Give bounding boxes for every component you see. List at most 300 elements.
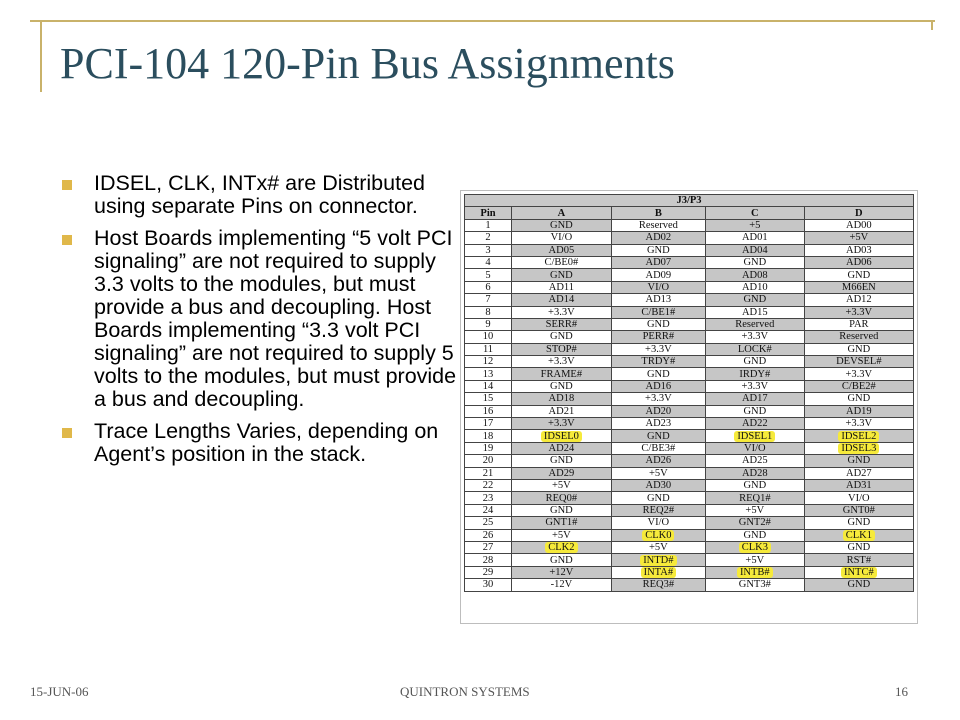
cell-text: 21 bbox=[482, 467, 494, 479]
table-row bbox=[465, 256, 914, 268]
table-caption: J3/P3 bbox=[465, 195, 914, 207]
cell-text: PAR bbox=[849, 319, 869, 331]
table-row bbox=[465, 281, 914, 293]
signal-cell bbox=[611, 331, 705, 343]
table-header-row bbox=[465, 207, 914, 219]
cell-text: +3.3V bbox=[645, 393, 672, 405]
table-row bbox=[465, 418, 914, 430]
signal-cell bbox=[804, 467, 913, 479]
signal-cell bbox=[705, 232, 804, 244]
cell-text: GND bbox=[743, 294, 767, 306]
signal-cell bbox=[705, 517, 804, 529]
signal-cell bbox=[804, 331, 913, 343]
frame-left-line bbox=[40, 20, 42, 92]
slide-title: PCI-104 120-Pin Bus Assignments bbox=[60, 39, 675, 88]
table-row bbox=[465, 269, 914, 281]
signal-cell bbox=[512, 418, 612, 430]
signal-cell bbox=[705, 541, 804, 553]
cell-text: +5V bbox=[648, 542, 668, 554]
cell-text: AD03 bbox=[846, 244, 872, 256]
signal-cell bbox=[804, 318, 913, 330]
pin-number-cell bbox=[465, 479, 512, 491]
cell-text: 7 bbox=[485, 294, 491, 306]
footer-page-number: 16 bbox=[895, 684, 908, 699]
table-row bbox=[465, 306, 914, 318]
cell-text: 24 bbox=[482, 504, 494, 516]
cell-text: C/BE0# bbox=[544, 257, 579, 269]
signal-cell bbox=[705, 269, 804, 281]
cell-text: 3 bbox=[485, 244, 491, 256]
cell-text: GND bbox=[847, 542, 871, 554]
signal-cell bbox=[804, 368, 913, 380]
cell-text: FRAME# bbox=[540, 368, 583, 380]
highlighted-signal: CLK2 bbox=[545, 542, 577, 553]
signal-cell bbox=[804, 244, 913, 256]
table-row bbox=[465, 219, 914, 231]
cell-text: TRDY# bbox=[641, 356, 676, 368]
signal-cell bbox=[705, 331, 804, 343]
signal-cell bbox=[611, 541, 705, 553]
cell-text: 13 bbox=[482, 368, 494, 380]
cell-text: AD25 bbox=[741, 455, 768, 467]
cell-text: GNT0# bbox=[842, 504, 875, 516]
signal-cell bbox=[705, 405, 804, 417]
column-header: Pin bbox=[465, 207, 512, 219]
signal-cell bbox=[804, 405, 913, 417]
signal-cell bbox=[804, 529, 913, 541]
signal-cell bbox=[804, 455, 913, 467]
cell-text: GND bbox=[550, 331, 573, 343]
cell-text: +3.3V bbox=[548, 306, 575, 318]
pin-number-cell bbox=[465, 554, 512, 566]
cell-text: VI/O bbox=[550, 232, 573, 244]
cell-text: 8 bbox=[485, 306, 491, 318]
table-row bbox=[465, 232, 914, 244]
pin-number-cell bbox=[465, 442, 512, 454]
cell-text: +3.3V bbox=[741, 381, 769, 393]
pin-number-cell bbox=[465, 393, 512, 405]
footer-company: QUINTRON SYSTEMS bbox=[400, 684, 530, 699]
table-row bbox=[465, 343, 914, 355]
cell-text: Reserved bbox=[735, 319, 775, 331]
cell-text: GND bbox=[646, 319, 670, 331]
table-row bbox=[465, 504, 914, 516]
table-row bbox=[465, 529, 914, 541]
signal-cell bbox=[512, 306, 612, 318]
cell-text: +3.3V bbox=[645, 343, 672, 355]
signal-cell bbox=[804, 504, 913, 516]
cell-text: GND bbox=[646, 430, 670, 442]
signal-cell bbox=[705, 430, 804, 442]
cell-text: REQ2# bbox=[642, 504, 675, 516]
signal-cell bbox=[705, 504, 804, 516]
highlighted-signal: INTD# bbox=[640, 555, 676, 566]
cell-text: GND bbox=[550, 455, 573, 467]
cell-text: VI/O bbox=[647, 517, 670, 529]
cell-text: +3.3V bbox=[548, 356, 575, 368]
cell-text: AD22 bbox=[741, 418, 768, 430]
cell-text: 30 bbox=[482, 579, 494, 591]
cell-text: 19 bbox=[482, 443, 494, 454]
highlighted-signal: CLK3 bbox=[739, 542, 771, 553]
signal-cell bbox=[804, 219, 913, 231]
cell-text: AD31 bbox=[846, 480, 872, 492]
cell-text: +3.3V bbox=[548, 418, 575, 430]
signal-cell bbox=[705, 566, 804, 578]
signal-cell bbox=[611, 504, 705, 516]
cell-text: +5V bbox=[551, 480, 571, 492]
table-row bbox=[465, 318, 914, 330]
signal-cell bbox=[804, 442, 913, 454]
signal-cell bbox=[804, 281, 913, 293]
cell-text: REQ3# bbox=[642, 579, 675, 591]
table-row bbox=[465, 566, 914, 578]
cell-text: LOCK# bbox=[737, 343, 772, 355]
cell-text: AD04 bbox=[741, 244, 768, 256]
bullet-text: Trace Lengths Varies, depending on Agent’s position in the stack. bbox=[94, 419, 439, 466]
pin-number-cell bbox=[465, 579, 512, 591]
cell-text: M66EN bbox=[841, 281, 876, 293]
cell-text: GND bbox=[847, 393, 871, 405]
signal-cell bbox=[611, 318, 705, 330]
cell-text: GND bbox=[743, 529, 767, 541]
signal-cell bbox=[611, 256, 705, 268]
cell-text: C/BE3# bbox=[641, 443, 676, 454]
cell-text: 5 bbox=[485, 269, 491, 281]
signal-cell bbox=[804, 492, 913, 504]
cell-text: GND bbox=[550, 554, 573, 566]
signal-cell bbox=[611, 380, 705, 392]
cell-text: GND bbox=[847, 455, 871, 467]
highlighted-signal: INTC# bbox=[841, 567, 877, 578]
signal-cell bbox=[512, 541, 612, 553]
signal-cell bbox=[611, 294, 705, 306]
signal-cell bbox=[705, 356, 804, 368]
signal-cell bbox=[611, 306, 705, 318]
signal-cell bbox=[512, 343, 612, 355]
cell-text: REQ0# bbox=[545, 492, 578, 504]
frame-top-line bbox=[30, 20, 935, 22]
pin-number-cell bbox=[465, 405, 512, 417]
column-header: D bbox=[804, 207, 913, 219]
cell-text: GND bbox=[743, 405, 767, 417]
signal-cell bbox=[512, 244, 612, 256]
highlighted-signal: CLK0 bbox=[642, 530, 674, 541]
pin-number-cell bbox=[465, 541, 512, 553]
pin-number-cell bbox=[465, 269, 512, 281]
signal-cell bbox=[705, 529, 804, 541]
cell-text: 4 bbox=[485, 257, 491, 269]
cell-text: 25 bbox=[482, 517, 494, 529]
signal-cell bbox=[611, 467, 705, 479]
signal-cell bbox=[705, 418, 804, 430]
signal-cell bbox=[705, 442, 804, 454]
table-row bbox=[465, 554, 914, 566]
cell-text: 16 bbox=[482, 405, 494, 417]
signal-cell bbox=[512, 393, 612, 405]
footer-date: 15-JUN-06 bbox=[30, 684, 89, 699]
cell-text: GNT3# bbox=[738, 579, 771, 591]
bullet-item bbox=[62, 420, 462, 466]
cell-text: AD24 bbox=[548, 443, 575, 454]
signal-cell bbox=[512, 368, 612, 380]
cell-text: AD26 bbox=[645, 455, 672, 467]
signal-cell bbox=[804, 232, 913, 244]
pin-number-cell bbox=[465, 504, 512, 516]
column-header: C bbox=[705, 207, 804, 219]
table-row bbox=[465, 430, 914, 442]
pin-number-cell bbox=[465, 256, 512, 268]
bullet-item bbox=[62, 227, 462, 411]
cell-text: +5V bbox=[551, 529, 571, 541]
signal-cell bbox=[705, 393, 804, 405]
highlighted-signal: INTA# bbox=[641, 567, 677, 578]
signal-cell bbox=[705, 579, 804, 591]
signal-cell bbox=[804, 393, 913, 405]
cell-text: C/BE1# bbox=[641, 306, 676, 318]
table-row bbox=[465, 356, 914, 368]
cell-text: 6 bbox=[485, 281, 491, 293]
table-body bbox=[465, 219, 914, 591]
table-row bbox=[465, 455, 914, 467]
signal-cell bbox=[611, 232, 705, 244]
table-row bbox=[465, 244, 914, 256]
cell-text: +5V bbox=[745, 554, 765, 566]
cell-text: GND bbox=[646, 368, 670, 380]
frame-right-tick bbox=[931, 20, 933, 30]
cell-text: +3.3V bbox=[845, 418, 873, 430]
cell-text: 2 bbox=[485, 232, 491, 244]
signal-cell bbox=[512, 318, 612, 330]
pin-number-cell bbox=[465, 281, 512, 293]
signal-cell bbox=[611, 343, 705, 355]
bullet-marker-icon bbox=[62, 180, 72, 190]
cell-text: 11 bbox=[482, 343, 494, 355]
cell-text: AD02 bbox=[645, 232, 672, 244]
signal-cell bbox=[804, 579, 913, 591]
cell-text: +5V bbox=[849, 232, 869, 244]
pin-number-cell bbox=[465, 331, 512, 343]
signal-cell bbox=[611, 269, 705, 281]
table-row bbox=[465, 517, 914, 529]
cell-text: GND bbox=[847, 343, 871, 355]
pin-number-cell bbox=[465, 318, 512, 330]
cell-text: -12V bbox=[550, 579, 573, 591]
cell-text: AD28 bbox=[741, 467, 768, 479]
pin-number-cell bbox=[465, 356, 512, 368]
signal-cell bbox=[804, 294, 913, 306]
bullet-text: Host Boards implementing “5 volt PCI signaling” are not required to supply 3.3 volts to the modules, but must provide a bus and decoupling. Host Boards implementing “3.3 volt PCI signaling” are not required to supply 5 volts to the modules, but must provide a bus and decoupling. bbox=[94, 226, 457, 411]
signal-cell bbox=[804, 380, 913, 392]
bullet-marker-icon bbox=[62, 428, 72, 438]
signal-cell bbox=[705, 368, 804, 380]
table-row bbox=[465, 380, 914, 392]
signal-cell bbox=[512, 331, 612, 343]
cell-text: +5 bbox=[749, 219, 761, 231]
cell-text: IRDY# bbox=[739, 368, 771, 380]
pin-number-cell bbox=[465, 219, 512, 231]
cell-text: GNT1# bbox=[545, 517, 578, 529]
signal-cell bbox=[512, 517, 612, 529]
table-row bbox=[465, 393, 914, 405]
highlighted-signal: IDSEL3 bbox=[838, 443, 879, 454]
signal-cell bbox=[611, 492, 705, 504]
cell-text: AD27 bbox=[846, 467, 872, 479]
signal-cell bbox=[611, 368, 705, 380]
cell-text: GND bbox=[550, 504, 573, 516]
signal-cell bbox=[611, 244, 705, 256]
table-row bbox=[465, 467, 914, 479]
cell-text: 23 bbox=[482, 492, 494, 504]
signal-cell bbox=[705, 294, 804, 306]
signal-cell bbox=[705, 256, 804, 268]
cell-text: SERR# bbox=[545, 319, 578, 331]
signal-cell bbox=[611, 405, 705, 417]
signal-cell bbox=[512, 281, 612, 293]
signal-cell bbox=[611, 479, 705, 491]
cell-text: 27 bbox=[482, 542, 494, 554]
signal-cell bbox=[512, 294, 612, 306]
signal-cell bbox=[512, 430, 612, 442]
cell-text: 18 bbox=[482, 430, 494, 442]
signal-cell bbox=[705, 306, 804, 318]
cell-text: DEVSEL# bbox=[836, 356, 882, 368]
cell-text: AD17 bbox=[741, 393, 768, 405]
cell-text: GND bbox=[847, 517, 871, 529]
cell-text: GND bbox=[550, 219, 573, 231]
signal-cell bbox=[611, 219, 705, 231]
table-row bbox=[465, 442, 914, 454]
cell-text: AD29 bbox=[548, 467, 575, 479]
signal-cell bbox=[512, 579, 612, 591]
highlighted-signal: IDSEL2 bbox=[838, 431, 879, 442]
signal-cell bbox=[611, 517, 705, 529]
table-row bbox=[465, 479, 914, 491]
signal-cell bbox=[512, 269, 612, 281]
cell-text: AD15 bbox=[741, 306, 768, 318]
cell-text: AD00 bbox=[846, 219, 872, 231]
bullet-list bbox=[62, 172, 462, 475]
signal-cell bbox=[804, 343, 913, 355]
signal-cell bbox=[512, 566, 612, 578]
signal-cell bbox=[611, 430, 705, 442]
signal-cell bbox=[705, 244, 804, 256]
cell-text: AD23 bbox=[645, 418, 672, 430]
signal-cell bbox=[611, 579, 705, 591]
cell-text: GND bbox=[847, 579, 871, 591]
cell-text: AD19 bbox=[846, 405, 872, 417]
cell-text: AD18 bbox=[548, 393, 575, 405]
signal-cell bbox=[705, 318, 804, 330]
cell-text: REQ1# bbox=[739, 492, 771, 504]
column-header: B bbox=[611, 207, 705, 219]
cell-text: AD05 bbox=[548, 244, 575, 256]
cell-text: STOP# bbox=[546, 343, 577, 355]
cell-text: GND bbox=[743, 257, 767, 269]
bullet-text: IDSEL, CLK, INTx# are Distributed using separate Pins on connector. bbox=[94, 171, 425, 218]
cell-text: Reserved bbox=[638, 219, 678, 231]
cell-text: GND bbox=[550, 269, 573, 281]
cell-text: 17 bbox=[482, 418, 494, 430]
signal-cell bbox=[705, 219, 804, 231]
highlighted-signal: IDSEL1 bbox=[734, 431, 775, 442]
signal-cell bbox=[512, 256, 612, 268]
pin-number-cell bbox=[465, 430, 512, 442]
pin-number-cell bbox=[465, 467, 512, 479]
signal-cell bbox=[512, 529, 612, 541]
signal-cell bbox=[512, 492, 612, 504]
signal-cell bbox=[512, 504, 612, 516]
signal-cell bbox=[804, 517, 913, 529]
pin-number-cell bbox=[465, 343, 512, 355]
cell-text: AD30 bbox=[645, 480, 672, 492]
cell-text: 26 bbox=[482, 529, 494, 541]
cell-text: 10 bbox=[482, 331, 494, 343]
signal-cell bbox=[512, 405, 612, 417]
cell-text: GND bbox=[743, 480, 767, 492]
signal-cell bbox=[512, 479, 612, 491]
signal-cell bbox=[611, 529, 705, 541]
signal-cell bbox=[611, 442, 705, 454]
signal-cell bbox=[611, 418, 705, 430]
cell-text: VI/O bbox=[848, 492, 870, 504]
pin-number-cell bbox=[465, 517, 512, 529]
cell-text: AD14 bbox=[548, 294, 575, 306]
signal-cell bbox=[705, 380, 804, 392]
cell-text: 9 bbox=[485, 319, 491, 331]
signal-cell bbox=[611, 566, 705, 578]
cell-text: GND bbox=[550, 381, 573, 393]
pin-assignment-table bbox=[464, 194, 914, 592]
signal-cell bbox=[804, 256, 913, 268]
cell-text: +3.3V bbox=[845, 306, 873, 318]
cell-text: 28 bbox=[482, 554, 494, 566]
signal-cell bbox=[804, 541, 913, 553]
signal-cell bbox=[512, 442, 612, 454]
signal-cell bbox=[804, 418, 913, 430]
cell-text: 15 bbox=[482, 393, 494, 405]
pin-table-image bbox=[460, 190, 918, 624]
signal-cell bbox=[705, 281, 804, 293]
cell-text: AD01 bbox=[741, 232, 768, 244]
cell-text: AD09 bbox=[645, 269, 672, 281]
signal-cell bbox=[705, 492, 804, 504]
bullet-item bbox=[62, 172, 462, 218]
cell-text: AD13 bbox=[645, 294, 672, 306]
signal-cell bbox=[611, 393, 705, 405]
signal-cell bbox=[804, 356, 913, 368]
signal-cell bbox=[512, 219, 612, 231]
cell-text: +12V bbox=[549, 566, 574, 578]
cell-text: VI/O bbox=[744, 443, 766, 454]
cell-text: GND bbox=[646, 244, 670, 256]
signal-cell bbox=[705, 343, 804, 355]
pin-number-cell bbox=[465, 380, 512, 392]
signal-cell bbox=[804, 306, 913, 318]
table-row bbox=[465, 492, 914, 504]
cell-text: AD11 bbox=[548, 281, 575, 293]
signal-cell bbox=[611, 356, 705, 368]
cell-text: VI/O bbox=[647, 281, 670, 293]
table-row bbox=[465, 541, 914, 553]
cell-text: PERR# bbox=[642, 331, 675, 343]
signal-cell bbox=[611, 281, 705, 293]
pin-number-cell bbox=[465, 566, 512, 578]
pin-number-cell bbox=[465, 306, 512, 318]
cell-text: AD12 bbox=[846, 294, 872, 306]
cell-text: GND bbox=[743, 356, 767, 368]
signal-cell bbox=[804, 566, 913, 578]
